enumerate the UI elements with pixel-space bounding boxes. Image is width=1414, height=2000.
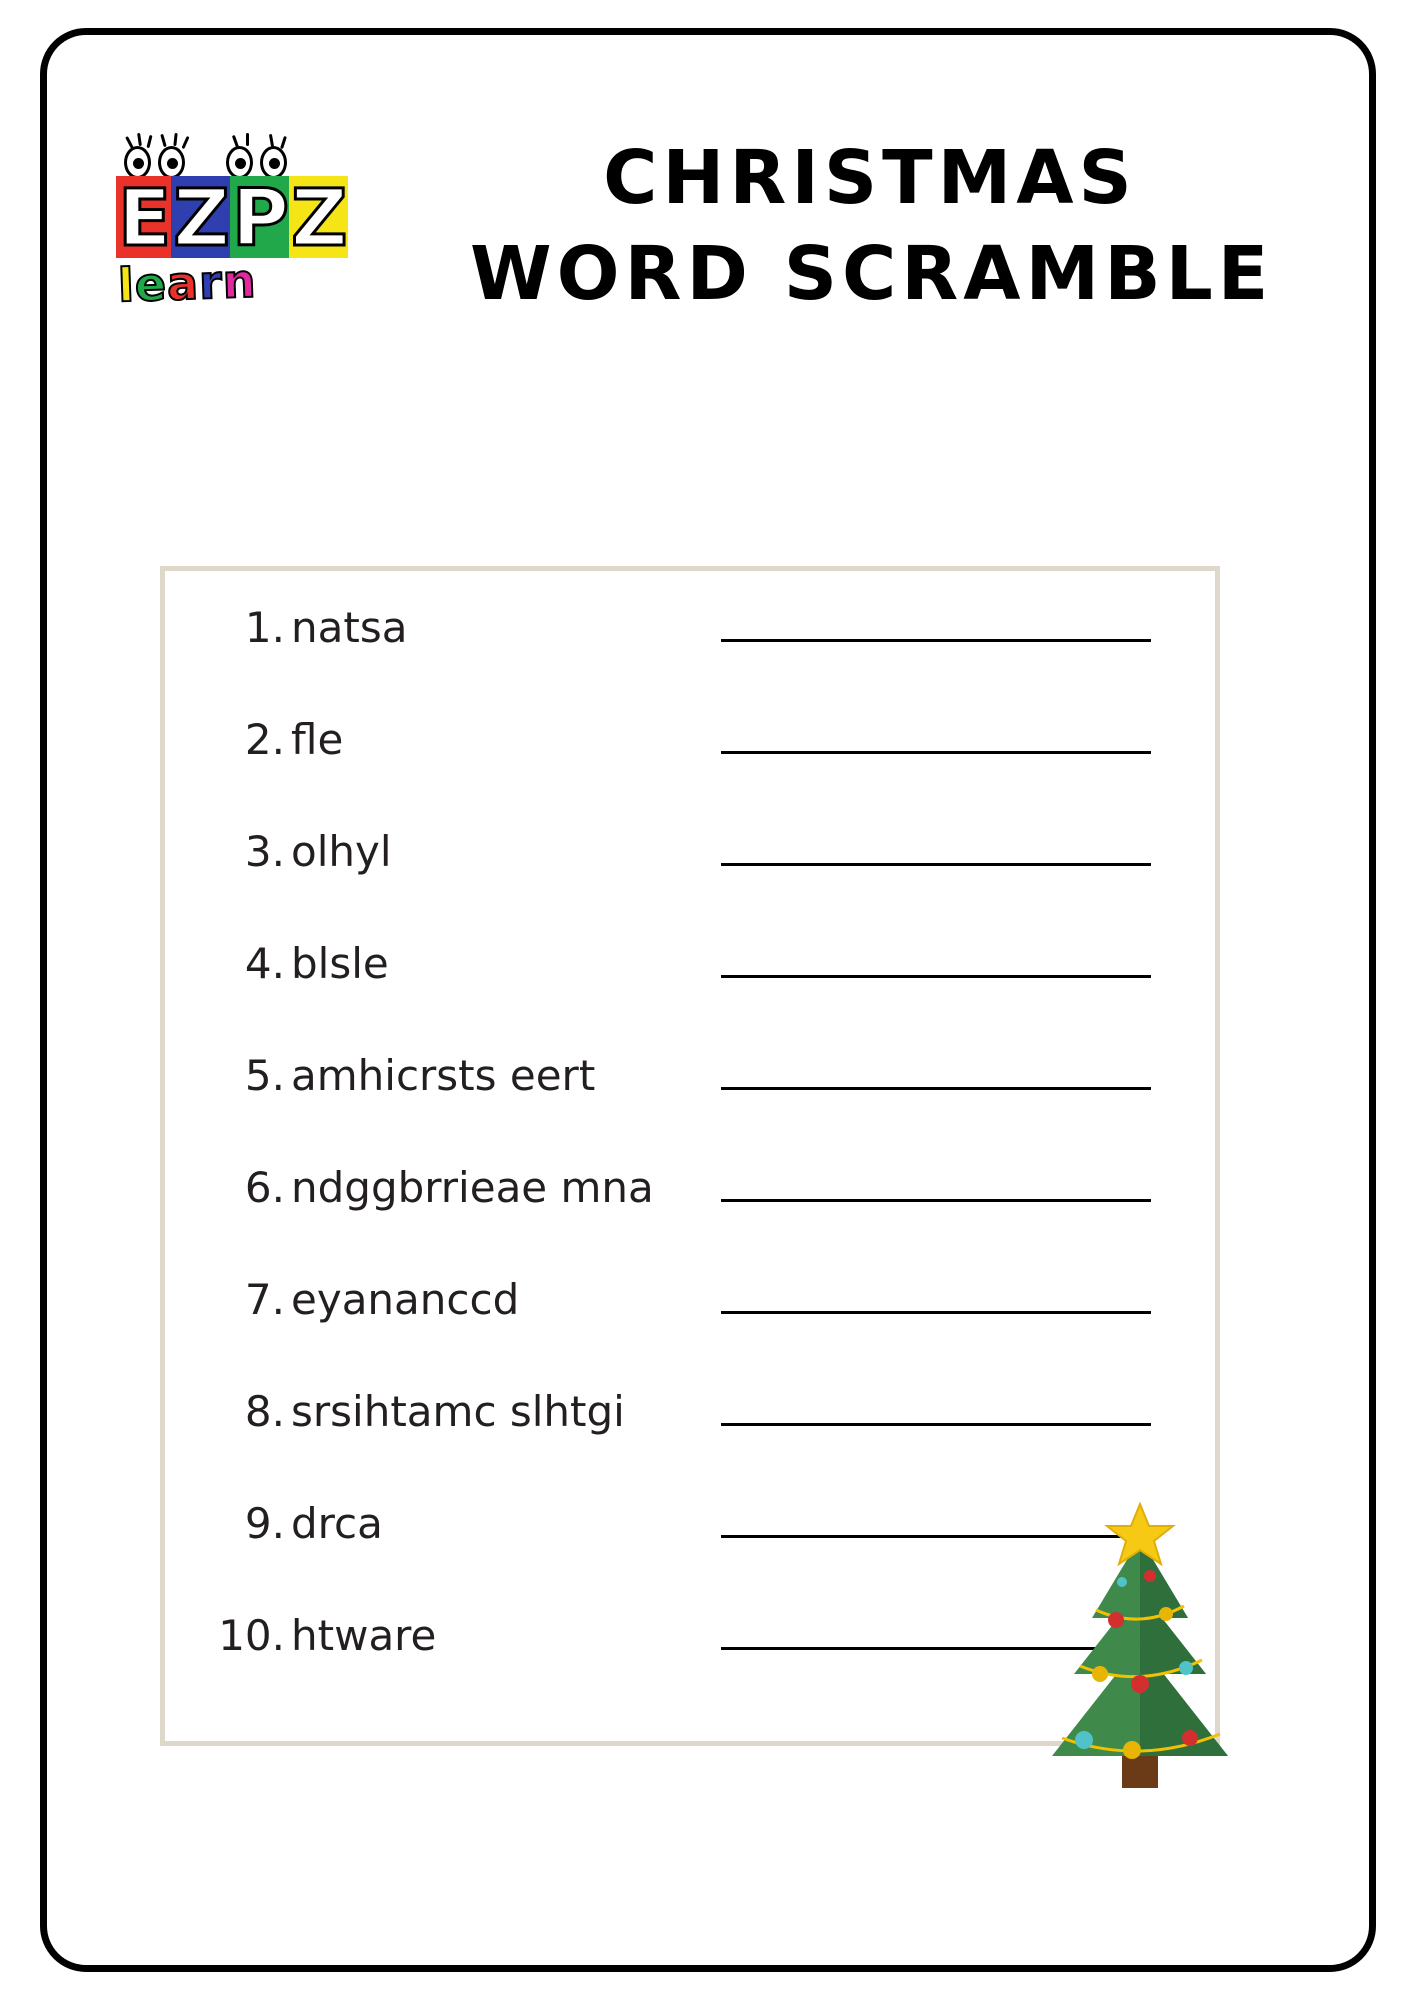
item-answer-blank[interactable] [721, 705, 1151, 754]
ezpz-learn-logo [104, 136, 374, 341]
item-number: 8. [244, 1387, 285, 1436]
logo-word-letter-a: a [166, 255, 200, 311]
item-scrambled-word: drca [291, 1499, 383, 1548]
item-scrambled-word: srsihtamc slhtgi [291, 1387, 625, 1436]
item-number: 6. [244, 1163, 285, 1212]
item-scrambled-word: htware [291, 1611, 437, 1660]
item-scrambled-word: olhyl [291, 827, 392, 876]
item-answer-blank[interactable] [721, 1265, 1151, 1314]
title-line-1: CHRISTMAS [603, 135, 1137, 221]
list-item [165, 1041, 1225, 1153]
item-answer-blank[interactable] [721, 929, 1151, 978]
list-item [165, 817, 1225, 929]
list-item [165, 593, 1225, 705]
christmas-tree-icon [1000, 1498, 1280, 1798]
item-answer-blank[interactable] [721, 817, 1151, 866]
logo-word-letter-r: r [198, 254, 224, 310]
list-item [165, 705, 1225, 817]
item-number: 7. [244, 1275, 285, 1324]
item-answer-blank[interactable] [721, 1377, 1151, 1426]
title-line-2: WORD SCRAMBLE [470, 231, 1274, 317]
list-item [165, 929, 1225, 1041]
item-scrambled-word: blsle [291, 939, 389, 988]
item-number: 9. [244, 1499, 285, 1548]
item-number: 5. [244, 1051, 285, 1100]
logo-word-letter-l: l [117, 257, 136, 313]
list-item [165, 1153, 1225, 1265]
list-item [165, 1265, 1225, 1377]
logo-word-letter-e: e [133, 256, 168, 312]
item-scrambled-word: fle [291, 715, 344, 764]
logo-letter-z: Z [173, 174, 228, 264]
item-number: 4. [244, 939, 285, 988]
item-answer-blank[interactable] [721, 1041, 1151, 1090]
list-item [165, 1377, 1225, 1489]
worksheet-header [0, 0, 1414, 380]
item-answer-blank[interactable] [721, 1153, 1151, 1202]
item-scrambled-word: natsa [291, 603, 408, 652]
item-number: 1. [244, 603, 285, 652]
item-number: 2. [244, 715, 285, 764]
item-number: 3. [244, 827, 285, 876]
logo-letter-e: E [118, 174, 170, 264]
page-title [470, 130, 1274, 322]
logo-letters [116, 174, 348, 264]
logo-word-letter-n: n [221, 253, 258, 309]
logo-letter-z2: Z [291, 174, 346, 264]
item-scrambled-word: amhicrsts eert [291, 1051, 596, 1100]
item-scrambled-word: ndggbrrieae mna [291, 1163, 654, 1212]
item-scrambled-word: eyananccd [291, 1275, 520, 1324]
logo-word-learn [117, 254, 257, 313]
item-answer-blank[interactable] [721, 593, 1151, 642]
item-number: 10. [218, 1611, 285, 1660]
logo-letter-p: P [231, 174, 288, 264]
